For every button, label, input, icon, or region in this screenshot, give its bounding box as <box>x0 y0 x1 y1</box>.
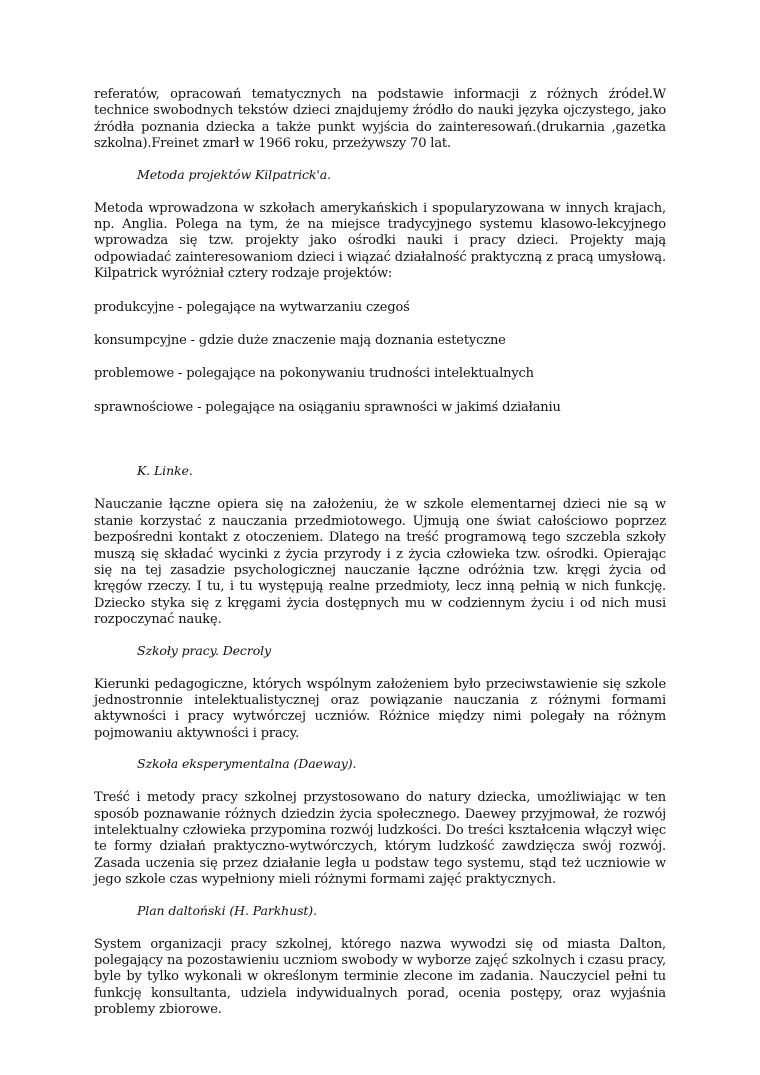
document-page <box>94 87 666 1019</box>
spacer <box>94 889 666 903</box>
spacer <box>94 742 666 756</box>
spacer <box>94 349 666 366</box>
kilpatrick-heading: Metoda projektów Kilpatrick'a. <box>137 166 331 182</box>
project-type-item: konsumpcyjne - gdzie duże znaczenie mają doznania estetyczne <box>94 333 506 349</box>
decroly-paragraph: Kierunki pedagogiczne, których wspólnym założeniem było przeciwstawienie się szkole jednostronnie intelektualistycznej oraz powiązanie nauczania z różnymi formami aktywności i pracy wytwórczej uczniów. Różnice między nimi polegały na różnym pojmowaniu aktywności i pracy. <box>94 676 666 741</box>
intro-paragraph: referatów, opracowań tematycznych na podstawie informacji z różnych źródeł.W technice swobodnych tekstów dzieci znajdujemy źródło do nauki języka ojczystego, jako źródła poznania dziecka a także punkt wyjścia do zainteresowań.(drukarnia ,gazetka szkolna).Freinet zmarł w 1966 roku, przeżywszy 70 lat. <box>94 87 666 152</box>
linke-heading: K. Linke. <box>137 463 193 479</box>
dewey-heading: Szkoła eksperymentalna (Daeway). <box>137 756 357 772</box>
project-type-item: sprawnościowe - polegające na osiąganiu sprawności w jakimś działaniu <box>94 399 561 415</box>
spacer <box>94 772 666 790</box>
spacer <box>94 283 666 300</box>
project-type-item: problemowe - polegające na pokonywaniu trudności intelektualnych <box>94 366 534 382</box>
spacer <box>94 383 666 400</box>
project-type-item: produkcyjne - polegające na wytwarzaniu czegoś <box>94 299 410 315</box>
decroly-heading: Szkoły pracy. Decroly <box>137 642 271 658</box>
dalton-heading: Plan daltoński (H. Parkhust). <box>137 902 317 918</box>
spacer <box>94 153 666 167</box>
spacer <box>94 316 666 333</box>
kilpatrick-paragraph: Metoda wprowadzona w szkołach amerykańskich i spopularyzowana w innych krajach, np. Anglia. Polega na tym, że na miejsce tradycyjnego systemu klasowo-lekcyjnego wprowadza się tzw. projekty jako ośrodki nauki i pracy dzieci. Projekty mają odpowiadać zainteresowaniom dzieci i wiązać działalność praktyczną z pracą umysłową. Kilpatrick wyróżniał cztery rodzaje projektów: <box>94 200 666 282</box>
linke-paragraph: Nauczanie łączne opiera się na założeniu, że w szkole elementarnej dzieci nie są w stanie korzystać z nauczania przedmiotowego. Ujmują one świat całościowo poprzez bezpośredni kontakt z otoczeniem. Dlatego na treść programową tego szczebla szkoły muszą się składać wycinki z życia przyrody i z życia człowieka tzw. ośrodki. Opierając się na tej zasadzie psychologicznej nauczanie łączne odróżnia tzw. kręgi życia od kręgów rzeczy. I tu, i tu występują realne przedmioty, lecz inną pełnią w nich funkcję. Dziecko styka się z kręgami życia dostępnych mu w codziennym życiu i od nich musi rozpoczynać naukę. <box>94 497 666 628</box>
spacer <box>94 183 666 201</box>
spacer <box>94 659 666 677</box>
spacer <box>94 629 666 643</box>
spacer <box>94 919 666 937</box>
dalton-paragraph: System organizacji pracy szkolnej, którego nazwa wywodzi się od miasta Dalton, polegający na pozostawieniu uczniom swobody w wyborze zajęć szkolnych i czasu pracy, byle by tylko wykonali w określonym terminie zlecone im zadania. Nauczyciel pełni tu funkcję konsultanta, udziela indywidualnych porad, ocenia postępy, oraz wyjaśnia problemy zbiorowe. <box>94 936 666 1018</box>
spacer <box>94 416 666 463</box>
dewey-paragraph: Treść i metody pracy szkolnej przystosowano do natury dziecka, umożliwiając w ten sposób poznawanie różnych dziedzin życia społecznego. Daewey przyjmował, że rozwój intelektualny człowieka przypomina rozwój ludzkości. Do treści kształcenia włączył więc te formy działań praktyczno-wytwórczych, którym ludzkość zawdzięcza swój rozwój. Zasada uczenia się przez działanie legła u podstaw tego systemu, stąd też uczniowie w jego szkole czas wypełniony mieli różnymi formami zajęć praktycznych. <box>94 790 666 888</box>
spacer <box>94 479 666 497</box>
